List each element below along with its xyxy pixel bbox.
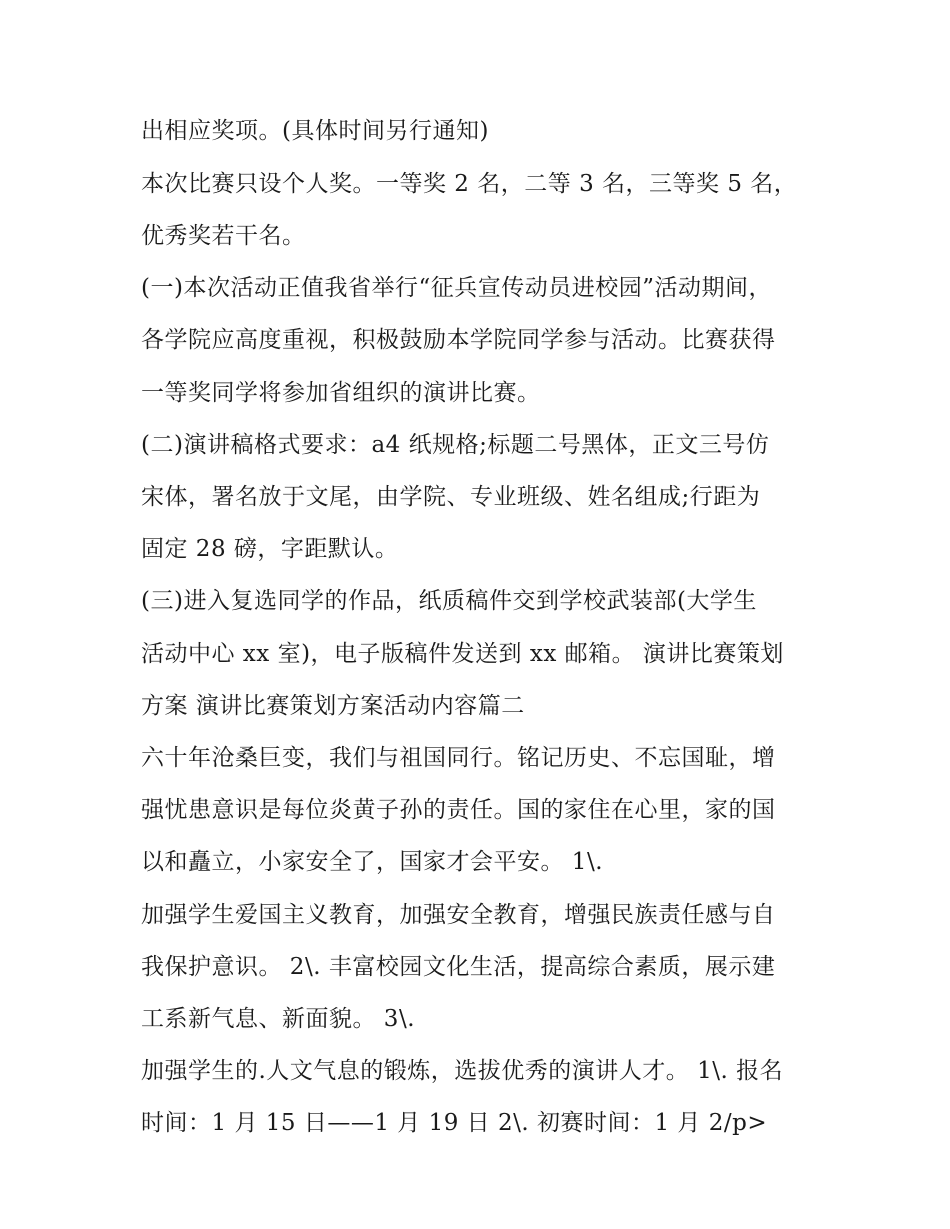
text-line: 以和矗立，小家安全了，国家才会平安。 1\. <box>141 849 604 875</box>
text-line: 各学院应高度重视，积极鼓励本学院同学参与活动。比赛获得 <box>141 327 776 353</box>
text-line: 时间：1 月 15 日——1 月 19 日 2\. 初赛时间：1 月 2/p> <box>141 1110 768 1136</box>
text-line: 本次比赛只设个人奖。一等奖 2 名，二等 3 名，三等奖 5 名， <box>141 171 798 197</box>
text-line: (一)本次活动正值我省举行“征兵宣传动员进校园”活动期间， <box>141 275 772 301</box>
text-line: 出相应奖项。(具体时间另行通知) <box>141 118 489 144</box>
text-line: 工系新气息、新面貌。 3\. <box>141 1006 416 1032</box>
text-line: 优秀奖若干名。 <box>141 223 306 249</box>
text-line: 固定 28 磅，字距默认。 <box>141 536 399 562</box>
text-line: (二)演讲稿格式要求：a4 纸规格;标题二号黑体，正文三号仿 <box>141 432 770 458</box>
text-line: 我保护意识。 2\. 丰富校园文化生活，提高综合素质，展示建 <box>141 954 776 980</box>
text-line: (三)进入复选同学的作品，纸质稿件交到学校武装部(大学生 <box>141 588 757 614</box>
text-line: 宋体，署名放于文尾，由学院、专业班级、姓名组成;行距为 <box>141 484 761 510</box>
text-line: 一等奖同学将参加省组织的演讲比赛。 <box>141 380 541 406</box>
text-line: 强忧患意识是每位炎黄子孙的责任。国的家住在心里，家的国 <box>141 797 776 823</box>
text-line: 加强学生爱国主义教育，加强安全教育，增强民族责任感与自 <box>141 902 776 928</box>
text-line: 活动中心 xx 室)，电子版稿件发送到 xx 邮箱。 演讲比赛策划 <box>141 641 784 667</box>
text-line: 六十年沧桑巨变，我们与祖国同行。铭记历史、不忘国耻，增 <box>141 745 776 771</box>
text-line: 方案 演讲比赛策划方案活动内容篇二 <box>141 693 525 719</box>
text-line: 加强学生的.人文气息的锻炼，选拔优秀的演讲人才。 1\. 报名 <box>141 1058 784 1084</box>
